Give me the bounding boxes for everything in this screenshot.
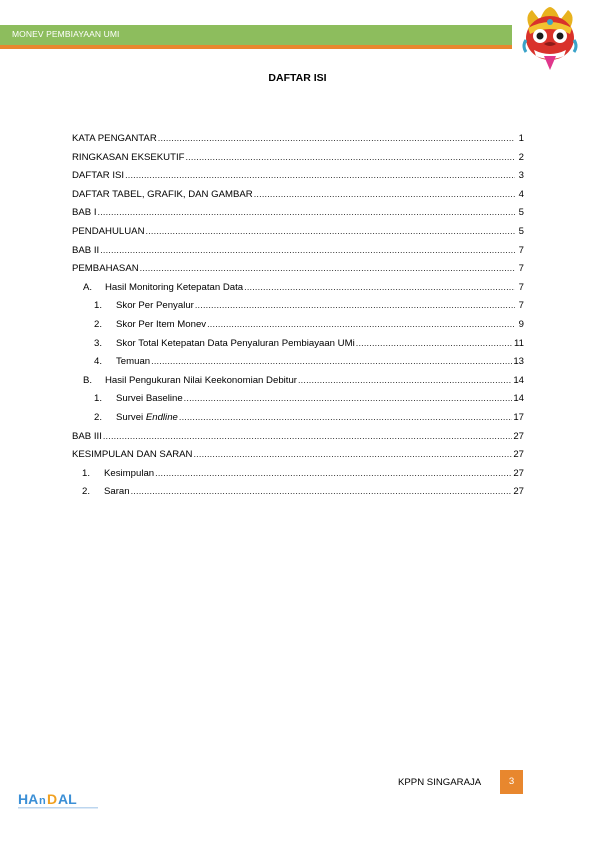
toc-entry[interactable]	[72, 431, 524, 450]
toc-entry-label	[72, 133, 157, 144]
toc-entry-page: 7	[518, 263, 524, 275]
toc-leader-dots	[140, 263, 515, 273]
toc-entry-label	[72, 170, 124, 181]
toc-entry-page: 3	[518, 170, 524, 182]
toc-entry-page: 5	[518, 225, 524, 237]
toc-entry-label	[72, 263, 139, 274]
toc-entry-label-text: Saran	[104, 486, 130, 498]
toc-leader-dots	[103, 431, 512, 441]
toc-leader-dots	[298, 375, 512, 385]
toc-entry-page: 14	[513, 393, 524, 405]
toc-entry-number: B.	[83, 374, 93, 386]
toc-leader-dots	[184, 393, 513, 403]
toc-leader-dots	[155, 468, 512, 478]
toc-entry-label	[105, 375, 297, 386]
toc-entry[interactable]	[72, 393, 524, 412]
toc-entry-page: 27	[513, 486, 524, 498]
toc-entry-page: 27	[513, 449, 524, 461]
toc-entry-label-text: Survei	[116, 411, 146, 423]
toc-entry[interactable]	[72, 207, 524, 226]
toc-entry[interactable]	[72, 338, 524, 357]
toc-entry[interactable]	[72, 319, 524, 338]
toc-leader-dots	[158, 133, 515, 143]
toc-entry-number: 2.	[82, 486, 91, 498]
toc-entry-label	[116, 393, 183, 404]
toc-leader-dots	[185, 152, 515, 162]
toc-entry-label	[116, 300, 194, 311]
toc-entry-label-text: KATA PENGANTAR	[72, 133, 157, 144]
toc-entry-label-text: BAB I	[72, 207, 97, 219]
toc-entry-page: 13	[513, 356, 524, 368]
toc-entry-label-text: PENDAHULUAN	[72, 225, 145, 237]
toc-entry-number: 2.	[94, 411, 103, 423]
toc-entry-label-text: DAFTAR ISI	[72, 170, 125, 182]
toc-entry-page: 9	[518, 318, 524, 330]
toc-entry-page: 4	[518, 188, 524, 200]
toc-entry[interactable]	[72, 282, 524, 301]
toc-entry-label-text: KESIMPULAN DAN SARAN	[72, 449, 193, 461]
toc-leader-dots	[254, 189, 515, 199]
page-number: 3	[500, 770, 523, 794]
toc-entry-number: 1.	[94, 393, 103, 405]
toc-entry-label	[116, 356, 150, 367]
toc-entry-label	[116, 338, 355, 349]
toc-entry[interactable]	[72, 245, 524, 264]
toc-entry[interactable]	[72, 152, 524, 171]
toc-entry-page: 11	[514, 337, 524, 349]
svg-text:HA: HA	[18, 791, 39, 807]
toc-entry-number: 2.	[94, 318, 103, 330]
toc-entry-label-text: Skor Per Item Monev	[116, 318, 207, 330]
toc-leader-dots	[179, 412, 512, 422]
mask-mascot-icon	[522, 6, 578, 72]
toc-entry-page: 7	[518, 281, 524, 293]
toc-entry-page: 7	[518, 244, 524, 256]
toc-leader-dots	[195, 300, 515, 310]
toc-leader-dots	[193, 449, 512, 459]
toc-entry-label	[72, 431, 102, 442]
toc-leader-dots	[131, 486, 513, 496]
toc-entry-page: 27	[513, 430, 524, 442]
toc-entry-page: 27	[513, 467, 524, 479]
toc-entry-page: 7	[518, 300, 524, 312]
toc-entry-page: 14	[513, 374, 524, 386]
toc-entry-label-text: Hasil Monitoring Ketepatan Data	[105, 281, 244, 293]
toc-leader-dots	[207, 319, 515, 329]
toc-entry-label	[116, 412, 178, 423]
toc-entry[interactable]	[72, 263, 524, 282]
toc-entry[interactable]	[72, 356, 524, 375]
toc-entry-label	[104, 486, 130, 497]
toc-entry-label	[72, 189, 253, 200]
toc-entry-label-text: PEMBAHASAN	[72, 263, 139, 275]
toc-entry-label	[72, 207, 97, 218]
toc-entry-label	[72, 226, 145, 237]
toc-entry-number: A.	[83, 281, 93, 293]
toc-leader-dots	[100, 245, 515, 255]
toc-entry-number: 3.	[94, 337, 103, 349]
toc-entry[interactable]	[72, 375, 524, 394]
toc-entry-label-text: Skor Per Penyalur	[116, 300, 194, 312]
toc-entry-label-text: RINGKASAN EKSEKUTIF	[72, 151, 185, 163]
toc-entry[interactable]	[72, 226, 524, 245]
toc-entry-label-text: Temuan	[116, 356, 151, 368]
svg-text:n: n	[39, 795, 46, 807]
toc-entry-page: 17	[513, 411, 524, 423]
toc-entry-number: 1.	[94, 300, 103, 312]
toc-entry-label-text: BAB III	[72, 430, 102, 442]
toc-entry-label-italic: Endline	[145, 411, 178, 423]
toc-entry[interactable]	[72, 189, 524, 208]
toc-entry[interactable]	[72, 133, 524, 152]
footer-office: KPPN SINGARAJA	[398, 777, 482, 788]
toc-entry-label	[105, 282, 243, 293]
page-title: DAFTAR ISI	[268, 72, 327, 84]
svg-text:AL: AL	[58, 791, 77, 807]
toc-entry-label-text: Hasil Pengukuran Nilai Keekonomian Debitur	[105, 374, 297, 386]
toc-entry-page: 1	[518, 133, 524, 144]
toc-entry[interactable]	[72, 449, 524, 468]
toc-entry[interactable]	[72, 170, 524, 189]
toc-leader-dots	[151, 356, 512, 366]
toc-leader-dots	[98, 207, 515, 217]
toc-entry-label	[104, 468, 154, 479]
toc-entry-label	[116, 319, 206, 330]
toc-entry-label	[72, 152, 184, 163]
toc-leader-dots	[244, 282, 515, 292]
header-title: MONEV PEMBIAYAAN UMI	[12, 29, 120, 39]
toc-entry-page: 2	[518, 151, 524, 163]
toc-entry[interactable]	[72, 486, 524, 505]
toc-entry[interactable]	[72, 468, 524, 487]
toc-entry-number: 4.	[94, 356, 103, 368]
toc-entry-label-text: BAB II	[72, 244, 100, 256]
toc-entry-label-text: Kesimpulan	[104, 467, 155, 479]
table-of-contents	[72, 133, 524, 505]
toc-entry-label-text: DAFTAR TABEL, GRAFIK, DAN GAMBAR	[72, 188, 253, 200]
toc-entry-label-text: Skor Total Ketepatan Data Penyaluran Pembiayaan UMi	[116, 337, 355, 349]
handal-logo	[18, 790, 104, 812]
header-stripe	[0, 45, 512, 49]
toc-entry-label	[72, 245, 99, 256]
toc-leader-dots	[356, 338, 513, 348]
toc-entry-page: 5	[518, 207, 524, 219]
toc-leader-dots	[146, 226, 515, 236]
toc-leader-dots	[125, 170, 515, 180]
toc-entry-number: 1.	[82, 467, 91, 479]
toc-entry[interactable]	[72, 412, 524, 431]
svg-text:D: D	[47, 791, 58, 807]
toc-entry-label-text: Survei Baseline	[116, 393, 183, 405]
toc-entry-label	[72, 449, 192, 460]
toc-entry[interactable]	[72, 300, 524, 319]
